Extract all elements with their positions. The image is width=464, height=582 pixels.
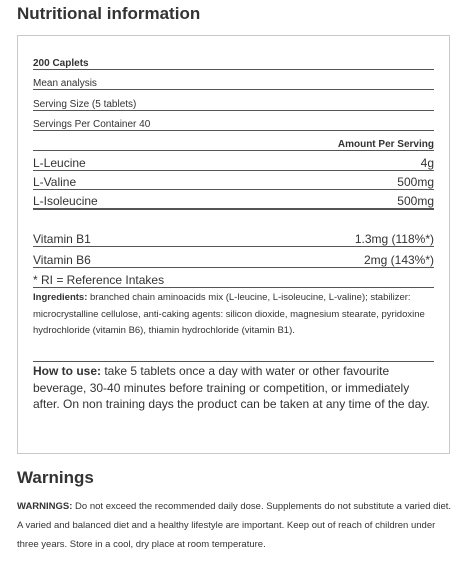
nutrient-row-l-valine bbox=[33, 171, 434, 190]
nutrient-name: L-Isoleucine bbox=[33, 194, 98, 208]
warnings-text: Do not exceed the recommended daily dose. Supplements do not substitute a varied diet. A varied and balanced diet and a healthy lifestyle are important. Keep out of reach of children under three years. Store in a cool, dry place at room temperature. bbox=[17, 501, 452, 550]
ri-note-row bbox=[33, 268, 434, 288]
nutrient-amount: 4g bbox=[420, 156, 434, 170]
nutrition-facts-table bbox=[17, 35, 450, 454]
nutritional-information-heading: Nutritional information bbox=[17, 4, 201, 23]
vitamin-name: Vitamin B1 bbox=[33, 232, 91, 246]
nutrient-name: L-Valine bbox=[33, 175, 77, 189]
warnings-paragraph bbox=[17, 497, 457, 554]
nutrient-row-l-isoleucine bbox=[33, 190, 434, 210]
amount-per-serving-header: Amount Per Serving bbox=[337, 139, 434, 150]
how-to-use-label: How to use: bbox=[33, 364, 101, 378]
how-to-use-text: take 5 tablets once a day with water or other favourite beverage, 30-40 minutes before training or competition, or immediately after. On non training days the product can be taken at any time of the day. bbox=[33, 364, 430, 411]
nutrient-row-l-leucine bbox=[33, 151, 434, 171]
ingredients-divider bbox=[33, 361, 434, 362]
serving-size-row bbox=[33, 90, 434, 111]
amount-header-row bbox=[33, 131, 434, 151]
mean-analysis-row bbox=[33, 70, 434, 90]
caplets-row bbox=[33, 53, 434, 70]
warnings-label: WARNINGS: bbox=[17, 501, 73, 512]
vitamin-name: Vitamin B6 bbox=[33, 253, 91, 267]
vitamin-amount: 1.3mg (118%*) bbox=[354, 232, 434, 246]
ingredients-label: Ingredients: bbox=[33, 292, 88, 303]
mean-analysis-label: Mean analysis bbox=[33, 78, 97, 89]
vitamin-row-b1 bbox=[33, 225, 434, 247]
warnings-heading: Warnings bbox=[17, 468, 94, 487]
caplets-label: 200 Caplets bbox=[33, 58, 89, 69]
vitamin-row-b6 bbox=[33, 247, 434, 268]
serving-size-label: Serving Size (5 tablets) bbox=[33, 99, 137, 110]
ingredients-paragraph bbox=[33, 290, 434, 340]
vitamin-amount: 2mg (143%*) bbox=[363, 253, 434, 267]
servings-per-container-label: Servings Per Container 40 bbox=[33, 119, 151, 130]
nutrient-amount: 500mg bbox=[397, 194, 434, 208]
nutrient-name: L-Leucine bbox=[33, 156, 86, 170]
ingredients-text: branched chain aminoacids mix (L-leucine, L-isoleucine, L-valine); stabilizer: microcrystalline cellulose, anti-caking agents: silicon dioxide, magnesium stearate, pyridoxine hydrochloride (vitamin B6), thiamin hydrochloride (vitamin B1). bbox=[33, 292, 425, 336]
how-to-use-paragraph bbox=[33, 363, 434, 413]
servings-per-container-row bbox=[33, 111, 434, 131]
reference-intakes-note: * RI = Reference Intakes bbox=[33, 273, 165, 287]
nutrient-amount: 500mg bbox=[397, 175, 434, 189]
